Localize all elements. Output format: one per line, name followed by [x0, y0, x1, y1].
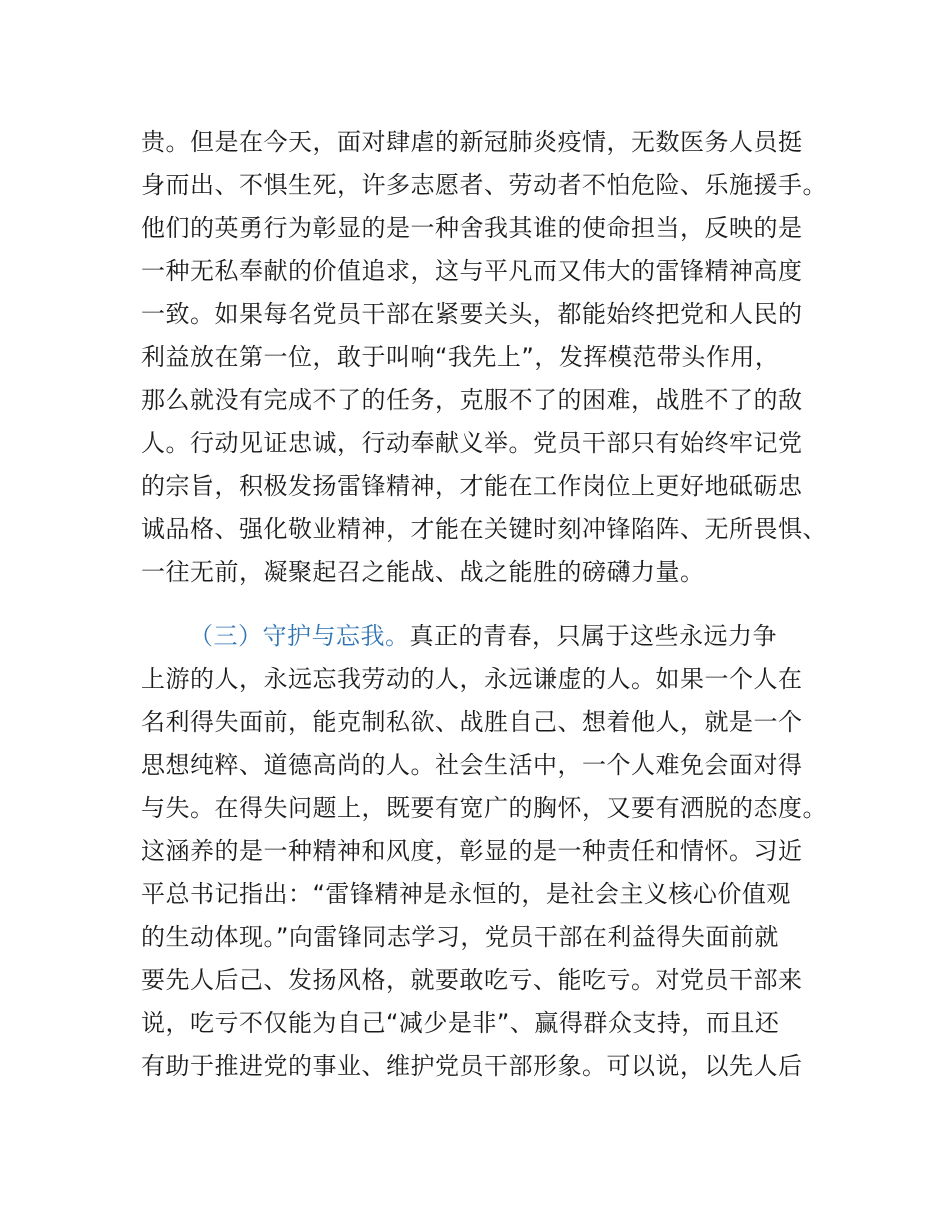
paragraph1-line: 一致。如果每名党员干部在紧要关头，都能始终把党和人民的: [141, 300, 803, 328]
paragraph1-line: 利益放在第一位，敢于叫响“我先上”，发挥模范带头作用，: [141, 343, 780, 371]
paragraph2-line: 与失。在得失问题上，既要有宽广的胸怀，又要有洒脱的态度。: [141, 794, 827, 822]
paragraph2-line: 这涵养的是一种精神和风度，彰显的是一种责任和情怀。习近: [141, 837, 803, 865]
paragraph2-line: 有助于推进党的事业、维护党员干部形象。可以说，以先人后: [141, 1052, 803, 1080]
paragraph2-line: 的生动体现。”向雷锋同志学习，党员干部在利益得失面前就: [141, 923, 779, 951]
paragraph1-line: 一往无前，凝聚起召之能战、战之能胜的磅礴力量。: [141, 558, 705, 586]
paragraph2-line: 说，吃亏不仅能为自己“减少是非”、赢得群众支持，而且还: [141, 1009, 780, 1037]
paragraph1-line: 一种无私奉献的价值追求，这与平凡而又伟大的雷锋精神高度: [141, 257, 803, 285]
paragraph2-first-line-text: 真正的青春，只属于这些永远力争: [409, 622, 777, 650]
section-heading: （三）守护与忘我。: [189, 622, 410, 650]
paragraph1-line: 诚品格、强化敬业精神，才能在关键时刻冲锋陷阵、无所畏惧、: [141, 515, 827, 543]
paragraph1-line: 的宗旨，积极发扬雷锋精神，才能在工作岗位上更好地砥砺忠: [141, 472, 803, 500]
paragraph1-line: 人。行动见证忠诚，行动奉献义举。党员干部只有始终牢记党: [141, 429, 803, 457]
paragraph2-line: 要先人后己、发扬风格，就要敢吃亏、能吃亏。对党员干部来: [141, 966, 803, 994]
paragraph2-line: 思想纯粹、道德高尚的人。社会生活中，一个人难免会面对得: [141, 751, 803, 779]
paragraph2-line: 上游的人，永远忘我劳动的人，永远谦虚的人。如果一个人在: [141, 665, 803, 693]
paragraph2-first-line: [189, 621, 777, 651]
paragraph2-line: 平总书记指出：“雷锋精神是永恒的，是社会主义核心价值观: [141, 880, 791, 908]
paragraph1-line: 贵。但是在今天，面对肆虐的新冠肺炎疫情，无数医务人员挺: [141, 128, 803, 156]
paragraph1-line: 身而出、不惧生死，许多志愿者、劳动者不怕危险、乐施援手。: [141, 171, 827, 199]
paragraph2-line: 名利得失面前，能克制私欲、战胜自己、想着他人，就是一个: [141, 708, 803, 736]
paragraph1-line: 他们的英勇行为彰显的是一种舍我其谁的使命担当，反映的是: [141, 214, 803, 242]
paragraph1-line: 那么就没有完成不了的任务，克服不了的困难，战胜不了的敌: [141, 386, 803, 414]
